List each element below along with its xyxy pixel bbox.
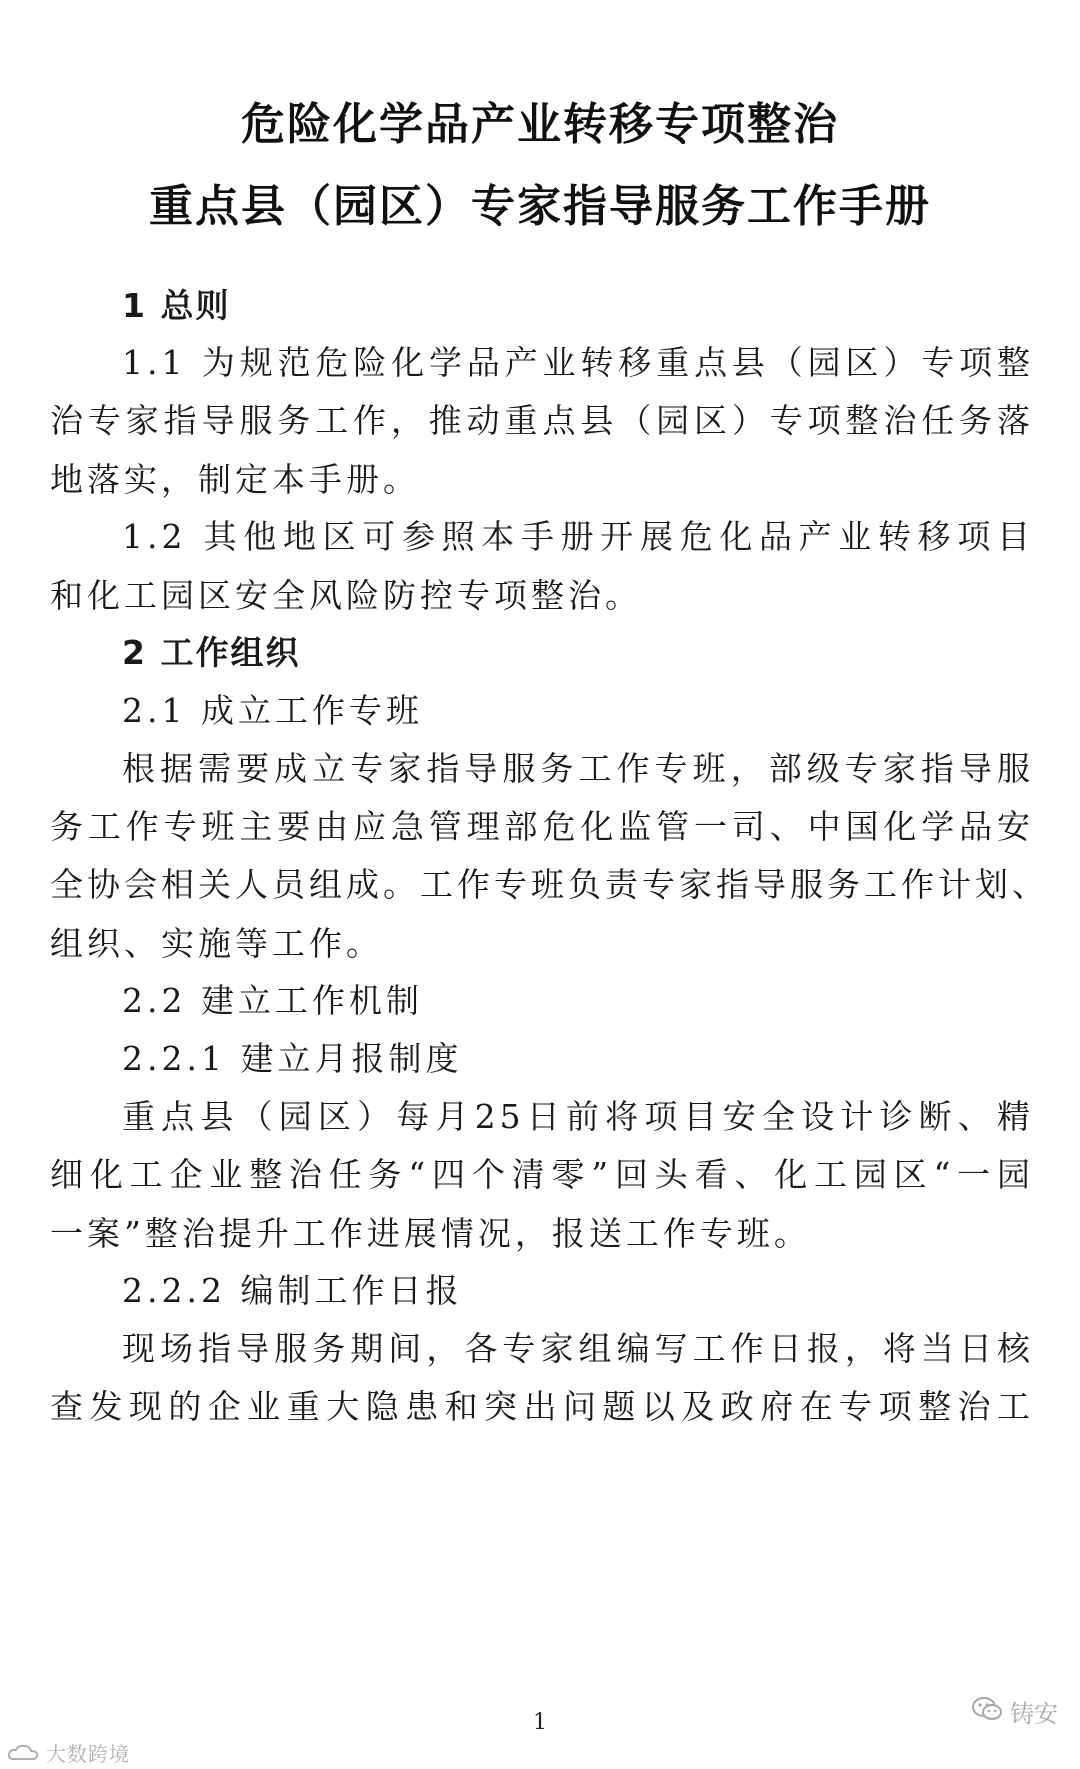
document-title-line-2: 重点县（园区）专家指导服务工作手册 bbox=[149, 181, 931, 232]
paragraph-line: 务工作专班主要由应急管理部危化监管一司、中国化学品安 bbox=[50, 807, 1034, 846]
page-number: 1 bbox=[533, 1710, 547, 1735]
paragraph-line: 1.2 其他地区可参照本手册开展危化品产业转移项目 bbox=[122, 517, 1034, 556]
section-1-heading: 1 总则 bbox=[122, 286, 231, 325]
paragraph-line: 治专家指导服务工作，推动重点县（园区）专项整治任务落 bbox=[50, 401, 1034, 440]
paragraph-line: 1.1 为规范危险化学品产业转移重点县（园区）专项整 bbox=[122, 343, 1034, 382]
paragraph-line: 组织、实施等工作。 bbox=[50, 924, 383, 963]
watermark-left-text: 大数跨境 bbox=[46, 1742, 130, 1766]
document-title-line-1: 危险化学品产业转移专项整治 bbox=[241, 99, 839, 150]
subsection-2-2-2-heading: 2.2.2 编制工作日报 bbox=[122, 1271, 463, 1310]
watermark-right-text: 铸安 bbox=[1010, 1700, 1058, 1728]
paragraph-line: 根据需要成立专家指导服务工作专班，部级专家指导服 bbox=[122, 749, 1034, 788]
watermark-left bbox=[6, 1738, 130, 1767]
paragraph-line: 查发现的企业重大隐患和突出问题以及政府在专项整治工 bbox=[50, 1387, 1034, 1426]
watermark-right bbox=[972, 1694, 1058, 1729]
cloud-logo-icon bbox=[6, 1743, 40, 1763]
paragraph-line: 地落实，制定本手册。 bbox=[50, 460, 420, 499]
subsection-2-1-heading: 2.1 成立工作专班 bbox=[122, 691, 423, 730]
section-2-heading: 2 工作组织 bbox=[122, 633, 301, 672]
paragraph-line: 细化工企业整治任务“四个清零”回头看、化工园区“一园 bbox=[50, 1155, 1034, 1194]
paragraph-line: 重点县（园区）每月25日前将项目安全设计诊断、精 bbox=[122, 1097, 1034, 1136]
paragraph-line: 全协会相关人员组成。工作专班负责专家指导服务工作计划、 bbox=[50, 865, 1049, 904]
subsection-2-2-heading: 2.2 建立工作机制 bbox=[122, 981, 423, 1020]
subsection-2-2-1-heading: 2.2.1 建立月报制度 bbox=[122, 1039, 463, 1078]
paragraph-line: 一案”整治提升工作进展情况，报送工作专班。 bbox=[50, 1214, 811, 1253]
wechat-icon bbox=[972, 1696, 1002, 1728]
paragraph-line: 现场指导服务期间，各专家组编写工作日报，将当日核 bbox=[122, 1329, 1034, 1368]
paragraph-line: 和化工园区安全风险防控专项整治。 bbox=[50, 576, 642, 615]
